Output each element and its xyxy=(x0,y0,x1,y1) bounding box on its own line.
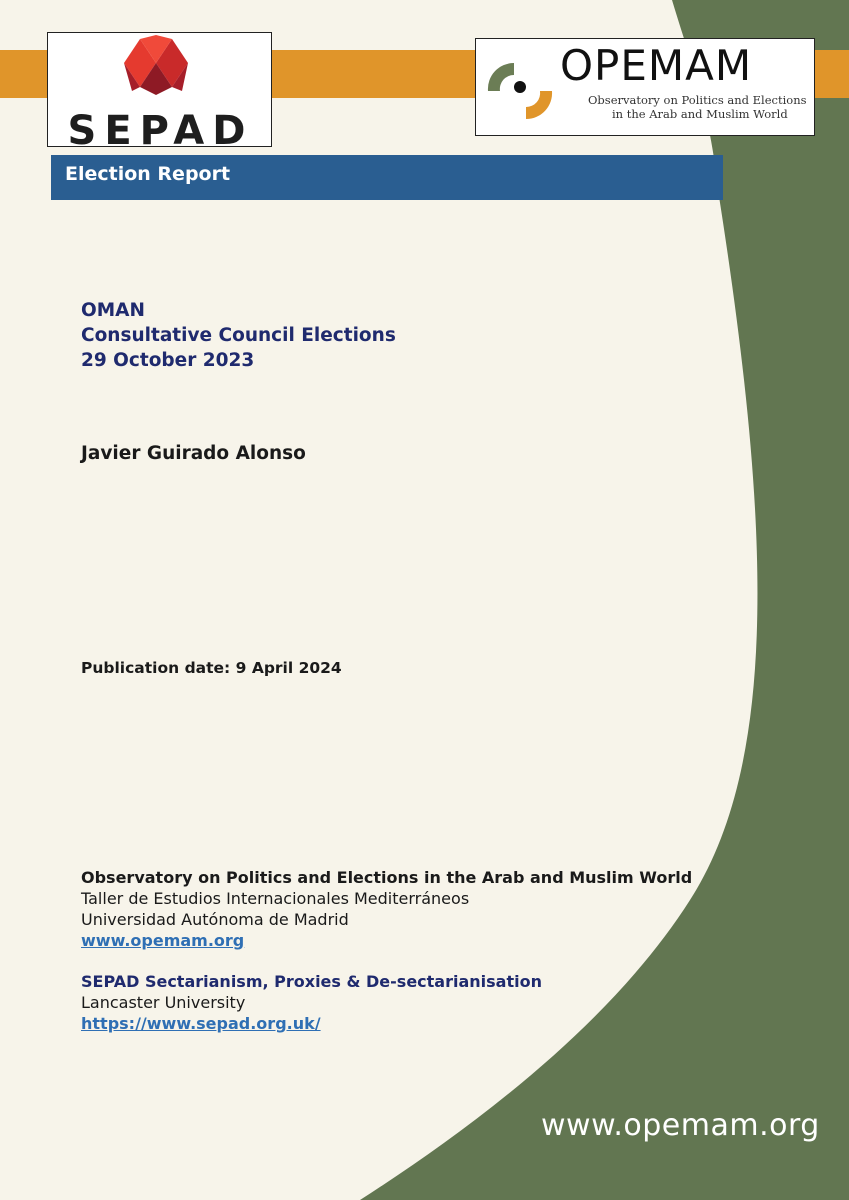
sepad-website-link[interactable]: https://www.sepad.org.uk/ xyxy=(81,1014,321,1033)
sepad-affiliation-name: SEPAD Sectarianism, Proxies & De-sectarianisation xyxy=(81,972,542,991)
report-country: OMAN xyxy=(81,300,145,321)
report-election: Consultative Council Elections xyxy=(81,325,396,346)
opemam-affiliation-line2: Taller de Estudios Internacionales Mediterráneos xyxy=(81,889,470,908)
opemam-logo xyxy=(475,38,815,136)
sepad-logo xyxy=(47,32,272,154)
publication-date: Publication date: 9 April 2024 xyxy=(81,659,342,677)
opemam-wordmark: OPEMAM xyxy=(560,41,753,90)
sepad-affiliation xyxy=(81,971,542,1034)
sepad-wordmark: SEPAD xyxy=(67,108,254,154)
report-election-date: 29 October 2023 xyxy=(81,350,255,371)
sepad-affiliation-line2: Lancaster University xyxy=(81,993,246,1012)
opemam-affiliation-line3: Universidad Autónoma de Madrid xyxy=(81,910,349,929)
report-title-block xyxy=(81,298,396,373)
opemam-website-link[interactable]: www.opemam.org xyxy=(81,931,245,950)
opemam-emblem-icon xyxy=(476,39,556,137)
opemam-subtitle-line1: Observatory on Politics and Elections xyxy=(588,93,807,107)
opemam-affiliation-name: Observatory on Politics and Elections in the Arab and Muslim World xyxy=(81,868,693,887)
report-author: Javier Guirado Alonso xyxy=(81,443,306,464)
sepad-emblem-icon xyxy=(48,33,273,113)
footer-website: www.opemam.org xyxy=(541,1108,820,1143)
report-type-label: Election Report xyxy=(65,163,231,185)
opemam-subtitle-line2: in the Arab and Muslim World xyxy=(612,107,788,121)
opemam-affiliation xyxy=(81,867,692,951)
